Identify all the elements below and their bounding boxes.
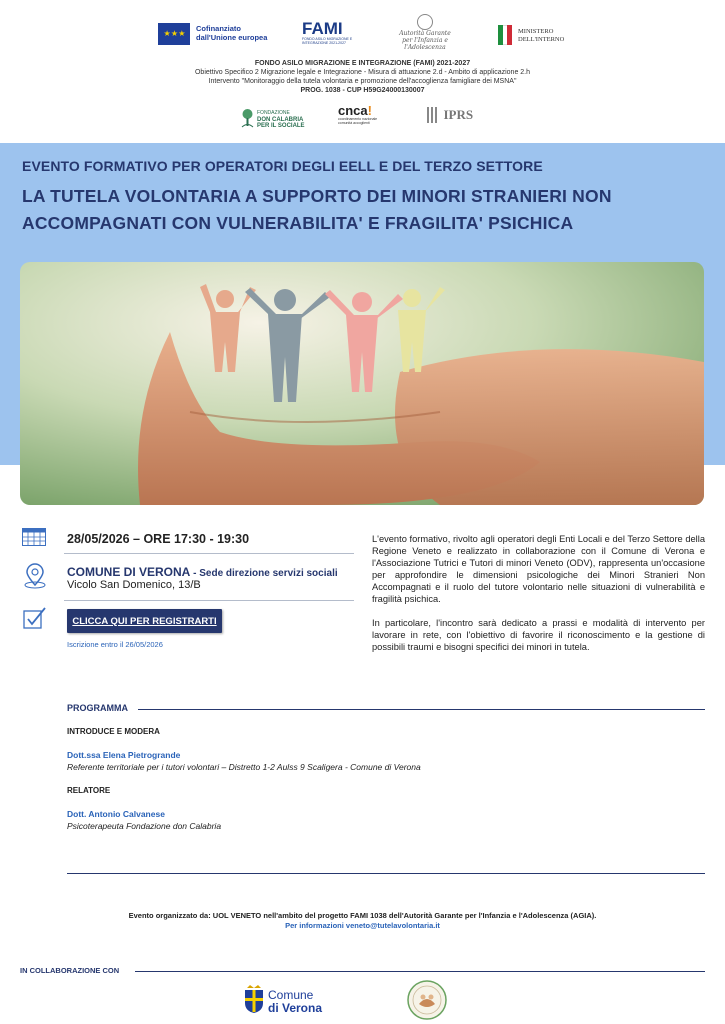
program-section-heading: RELATORE (67, 786, 111, 795)
comune-verona-logo: Comune di Verona (244, 981, 324, 1017)
fami-logo: FAMI FONDO ASILO MIGRAZIONE E INTEGRAZIONE 2021-2027 (302, 19, 353, 45)
tree-icon (240, 108, 255, 128)
hero-photo-hands-paper-people (20, 262, 704, 505)
tutori-association-logo (407, 980, 447, 1020)
collaboration-heading: IN COLLABORAZIONE CON (20, 966, 120, 975)
event-title: LA TUTELA VOLONTARIA A SUPPORTO DEI MINORI STRANIERI NON ACCOMPAGNATI CON VULNERABILITA' E FRAGILITA' PSICHICA (22, 186, 612, 233)
speaker-name: Dott.ssa Elena Pietrogrande (67, 750, 181, 760)
iprs-columns-icon (427, 105, 439, 125)
italy-flag-icon (498, 25, 512, 45)
divider (64, 553, 354, 554)
verona-shield-icon (244, 985, 264, 1013)
agia-seal-icon (417, 14, 433, 30)
speaker-role: Referente territoriale per i tutori volontari – Distretto 1-2 Aulss 9 Scaligera - Comune di Verona (67, 762, 421, 772)
ministry-logo: MINISTERO DELL'INTERNO (518, 28, 565, 43)
checkbox-icon (22, 605, 48, 631)
iprs-logo: IPRS (427, 105, 477, 129)
funding-info: FONDO ASILO MIGRAZIONE E INTEGRAZIONE (FAMI) 2021-2027 Obiettivo Specifico 2 Migrazione legale e Integrazione - Misura di attuazione 2.d - Ambito di applicazione 2.h Intervento "Monitoraggio della tutela volontaria e promozione dell'accoglienza famigliare dei MSNA" PROG. 1038 - CUP H59G24000130007 (194, 60, 531, 94)
divider (64, 600, 354, 601)
agia-logo: Autorità Garante per l'Infanzia e l'Adolescenza (385, 14, 465, 50)
registration-deadline: Iscrizione entro il 26/05/2026 (67, 640, 163, 649)
contact-info-link[interactable]: Per informazioni veneto@tutelavolontaria.it (285, 921, 440, 930)
register-button[interactable]: CLICCA QUI PER REGISTRARTI (67, 609, 222, 633)
eu-cofinancing-text: Cofinanziato dall'Unione europea (196, 24, 268, 42)
event-address: Vicolo San Domenico, 13/B (67, 579, 201, 591)
event-venue: COMUNE DI VERONA - Sede direzione servizi sociali (67, 565, 338, 579)
program-heading: PROGRAMMA (67, 703, 128, 713)
event-subtitle: EVENTO FORMATIVO PER OPERATORI DEGLI EELL E DEL TERZO SETTORE (22, 158, 543, 174)
speaker-name: Dott. Antonio Calvanese (67, 809, 165, 819)
divider (135, 971, 705, 972)
event-datetime: 28/05/2026 – ORE 17:30 - 19:30 (67, 532, 250, 546)
divider (138, 709, 705, 710)
location-pin-icon (22, 563, 48, 589)
cnca-logo: cnca! coordinamento nazionale comunità accoglienti (338, 103, 378, 125)
speaker-role: Psicoterapeuta Fondazione don Calabria (67, 821, 222, 831)
don-calabria-logo: FONDAZIONE DON CALABRIA PER IL SOCIALE (240, 108, 310, 130)
hero-image (20, 262, 704, 505)
event-description: L'evento formativo, rivolto agli operatori degli Enti Locali e del Terzo Settore della Regione Veneto e realizzato in collaborazione con il Comune di Verona e l'Associazione Tutrici e Tutori di minori Veneto (ODV), rappresenta un'occasione per approfondire le dimensioni psicologiche dei Minori Stranieri Non Accompagnati e il ruolo del tutore volontario nelle situazioni di vulnerabilità e fragilità psichica. In particolare, l'incontro sarà dedicato a prassi e modalità di intervento per lavorare in rete, con l'obiettivo di favorire il riconoscimento e la gestione di possibili traumi e bisogni specifici dei minori in tutela. (372, 534, 705, 652)
calendar-icon (22, 528, 46, 546)
divider (67, 873, 705, 874)
program-section-heading: INTRODUCE E MODERA (67, 727, 160, 736)
eu-flag-logo: ★ ★ ★ (158, 23, 190, 45)
organizer-note: Evento organizzato da: UOL VENETO nell'ambito del progetto FAMI 1038 dell'Autorità Garante per l'Infanzia e l'Adolescenza (AGIA). (128, 911, 597, 920)
